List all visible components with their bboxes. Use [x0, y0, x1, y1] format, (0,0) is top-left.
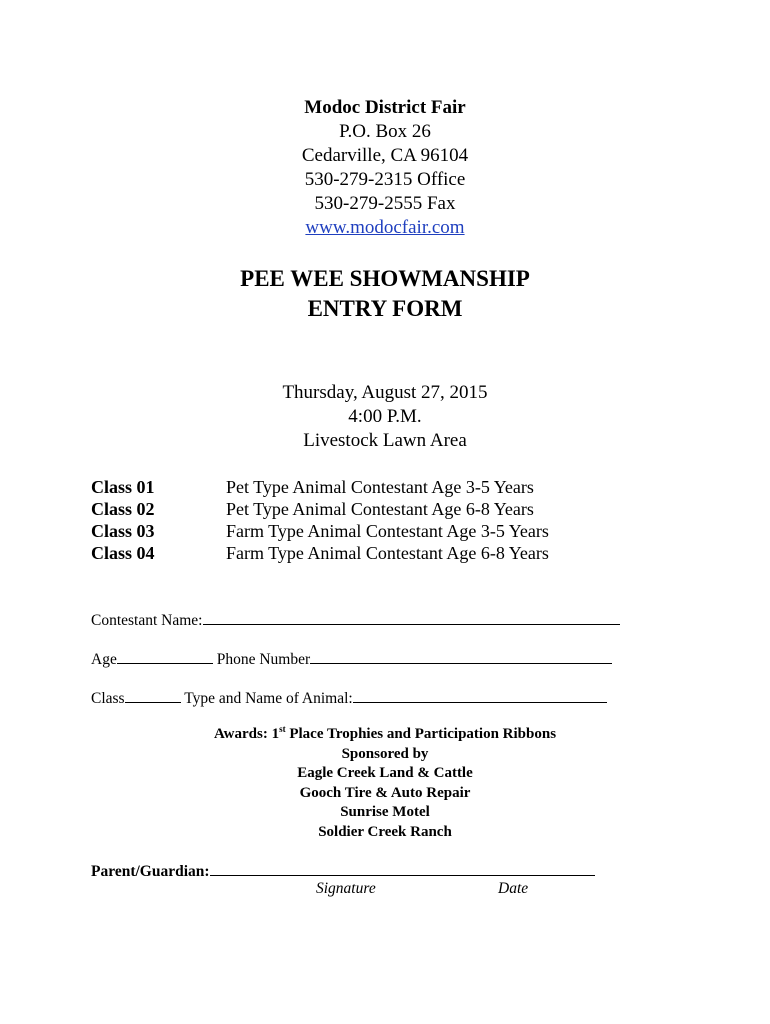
sponsor-name: Eagle Creek Land & Cattle	[297, 765, 473, 781]
awards-section	[0, 725, 770, 842]
date-caption: Date	[498, 880, 529, 897]
event-details	[0, 381, 770, 453]
age-field[interactable]	[117, 649, 213, 664]
class-description: Pet Type Animal Contestant Age 6-8 Years	[226, 499, 534, 519]
animal-label: Type and Name of Animal:	[184, 690, 353, 707]
signature-caption: Signature	[316, 880, 376, 897]
org-name: Modoc District Fair	[304, 97, 466, 118]
org-header	[0, 96, 770, 240]
class-row	[91, 498, 549, 520]
class-code: Class 02	[91, 499, 155, 519]
guardian-signature-field[interactable]	[210, 861, 595, 876]
sponsor-name: Gooch Tire & Auto Repair	[299, 784, 471, 801]
awards-line	[0, 725, 770, 745]
guardian-row	[91, 861, 595, 882]
class-code: Class 03	[91, 521, 155, 541]
animal-field[interactable]	[353, 688, 607, 703]
class-description: Farm Type Animal Contestant Age 3-5 Years	[226, 521, 549, 541]
org-fax: 530-279-2555 Fax	[314, 193, 456, 214]
form-title-line2: ENTRY FORM	[307, 296, 463, 321]
sponsor-name: Sunrise Motel	[340, 804, 430, 820]
awards-prefix: Awards: 1	[213, 726, 280, 742]
class-animal-row	[91, 688, 607, 709]
org-address-line2: Cedarville, CA 96104	[301, 145, 469, 166]
phone-number-field[interactable]	[310, 649, 612, 664]
class-code: Class 04	[91, 543, 155, 563]
class-list	[91, 476, 549, 564]
awards-ordinal: st	[279, 724, 286, 734]
event-time: 4:00 P.M.	[348, 406, 422, 427]
org-address-line1: P.O. Box 26	[339, 121, 431, 142]
event-date: Thursday, August 27, 2015	[282, 382, 488, 403]
sponsored-by: Sponsored by	[341, 745, 429, 762]
age-label: Age	[91, 651, 117, 668]
class-field[interactable]	[125, 688, 181, 703]
guardian-label: Parent/Guardian:	[91, 863, 210, 880]
age-phone-row	[91, 649, 612, 670]
contestant-name-label: Contestant Name:	[91, 612, 203, 629]
class-row	[91, 542, 549, 564]
sponsor-name: Soldier Creek Ranch	[318, 823, 452, 840]
contestant-name-field[interactable]	[203, 610, 620, 625]
class-description: Farm Type Animal Contestant Age 6-8 Years	[226, 543, 549, 563]
class-code: Class 01	[91, 477, 155, 497]
phone-number-label: Phone Number	[216, 651, 311, 668]
class-row	[91, 476, 549, 498]
class-description: Pet Type Animal Contestant Age 3-5 Years	[226, 477, 534, 497]
awards-suffix: Place Trophies and Participation Ribbons	[285, 726, 557, 742]
org-website-link[interactable]: www.modocfair.com	[305, 217, 465, 238]
form-title	[0, 264, 770, 324]
event-location: Livestock Lawn Area	[303, 430, 467, 451]
class-row	[91, 520, 549, 542]
class-label: Class	[91, 690, 125, 707]
form-title-line1: PEE WEE SHOWMANSHIP	[240, 266, 530, 291]
org-phone: 530-279-2315 Office	[304, 169, 466, 190]
contestant-name-row	[91, 610, 620, 631]
